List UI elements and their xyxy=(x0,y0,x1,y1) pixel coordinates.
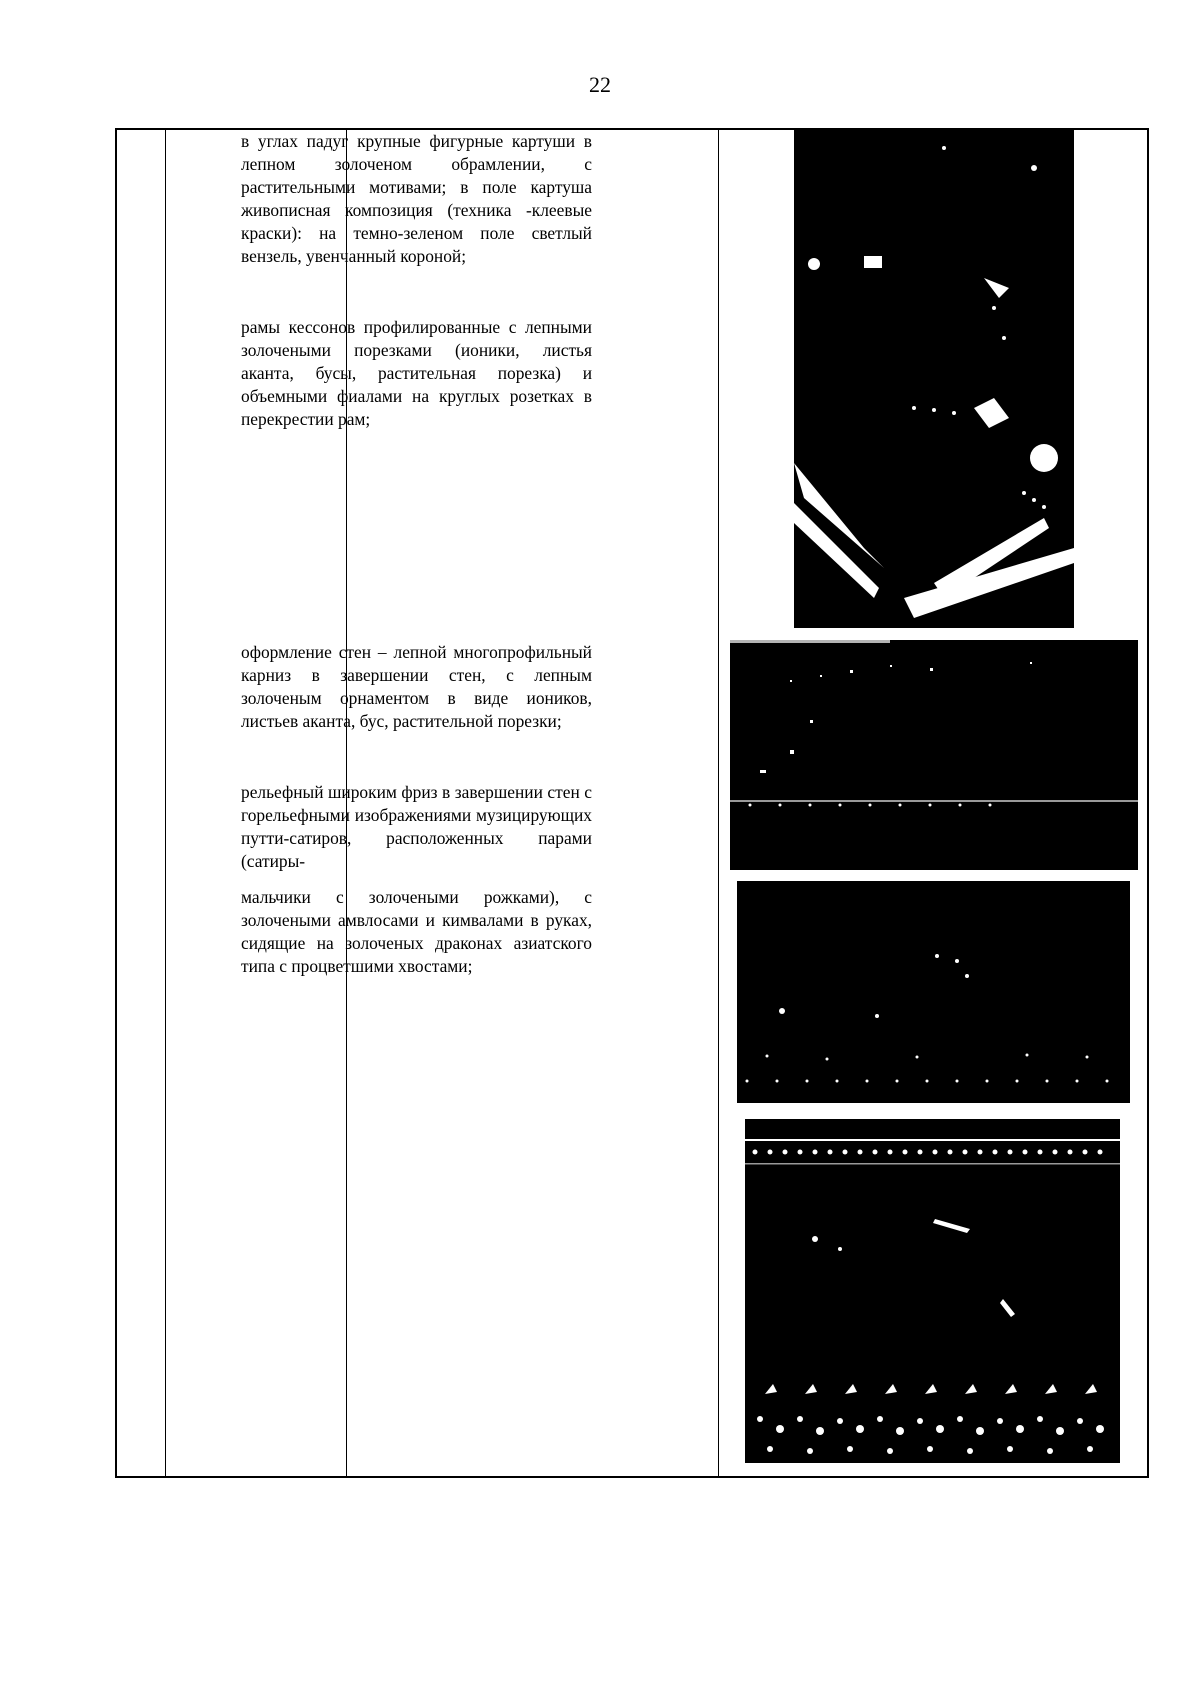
description-cell xyxy=(241,130,592,268)
cornice-photo xyxy=(730,640,1138,870)
description-cell xyxy=(241,886,592,978)
page-number: 22 xyxy=(589,72,611,97)
description-cell xyxy=(241,316,592,431)
description-paragraph: оформление стен – лепной многопрофильный карниз в завершении стен, с лепным золоченым орнаментом в виде иоников, листьев аканта, бус, растительной порезки; xyxy=(241,642,592,731)
description-paragraph: рельефный широким фриз в завершении стен с горельефными изображениями музицирующих путти-сатиров, расположенных парами (сатиры- xyxy=(241,782,592,871)
ceiling-cartouche-photo xyxy=(794,128,1074,628)
description-cell xyxy=(241,781,592,873)
column-divider xyxy=(718,130,719,1476)
frieze-photo xyxy=(737,881,1130,1103)
description-paragraph: рамы кессонов профилированные с лепными золочеными порезками (ионики, листья аканта, бусы, растительная порезка) и объемными фиалами на круглых розетках в перекрестии рам; xyxy=(241,317,592,429)
description-cell xyxy=(241,641,592,733)
description-paragraph: в углах падуг крупные фигурные картуши в лепном золоченом обрамлении, с растительными мотивами; в поле картуша живописная композиция (техника -клеевые краски): на темно-зеленом поле светлый вензель, увенчанный короной; xyxy=(241,131,592,266)
description-paragraph: мальчики с золочеными рожками), с золочеными амвлосами и кимвалами в руках, сидящие на золоченых драконах азиатского типа с процветшими хвостами; xyxy=(241,887,592,976)
column-divider xyxy=(165,130,166,1476)
frieze-detail-photo xyxy=(745,1119,1120,1463)
